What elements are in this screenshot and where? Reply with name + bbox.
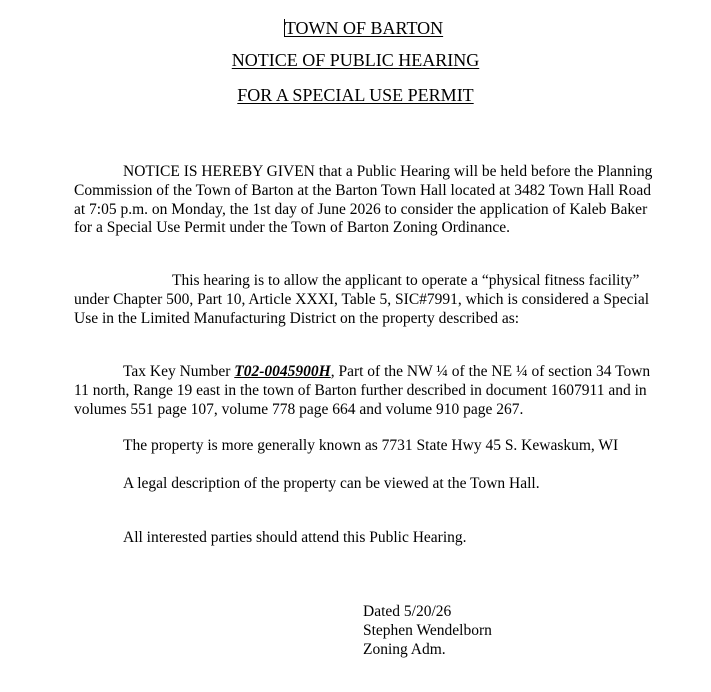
paragraph-attendance: All interested parties should attend this Public Hearing. [123,529,467,546]
paragraph-notice: NOTICE IS HEREBY GIVEN that a Public Hearing will be held before the Planning Commission of the Town of Barton at the Barton Town Hall located at 3482 Town Hall Road at 7:05 p.m. on Monday, the 1st day of June 2026 to consider the application of Kaleb Baker for a Special Use Permit under the Town of Barton Zoning Ordinance. [74,163,653,237]
signature-date: Dated 5/20/26 [363,603,452,620]
signature-title: Zoning Adm. [363,641,446,658]
tax-key-prefix: Tax Key Number [123,363,235,380]
paragraph-property-address: The property is more generally known as 7731 State Hwy 45 S. Kewaskum, WI [123,437,619,454]
paragraph-tax-key [74,363,664,419]
heading-town-name [8,18,711,39]
tax-key-description: , Part of the NW ¼ of the NE ¼ of section 34 Town 11 north, Range 19 east in the town of Barton further described in document 1607911 and in volumes 551 page 107, volume 778 page 664 and volume 910 page 267. [74,363,651,418]
tax-key-number: T02-0045900H [234,363,331,380]
heading-permit-title: FOR A SPECIAL USE PERMIT [237,85,474,105]
heading-notice-title: NOTICE OF PUBLIC HEARING [231,50,480,70]
paragraph-legal-description: A legal description of the property can be viewed at the Town Hall. [123,475,540,492]
paragraph-hearing-purpose: This hearing is to allow the applicant to operate a “physical fitness facility” under Chapter 500, Part 10, Article XXXI, Table 5, SIC#7991, which is considered a Special Use in the Limited Manufacturing District on the property described as: [74,272,650,327]
heading-town-name-text: TOWN OF BARTON [284,18,444,38]
signature-name: Stephen Wendelborn [363,622,492,639]
